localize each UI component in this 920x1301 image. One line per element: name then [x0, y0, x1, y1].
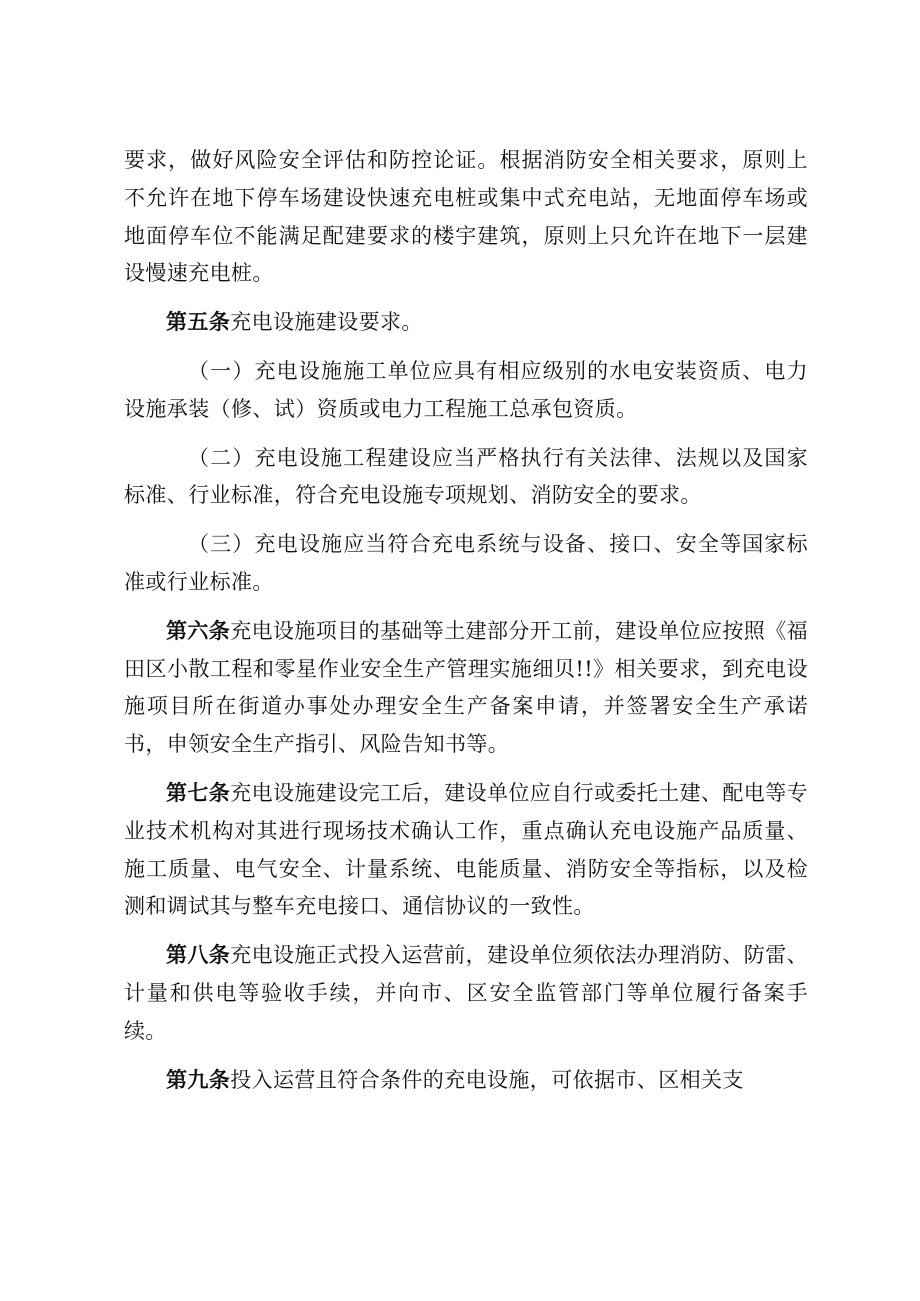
document-page	[124, 142, 808, 1099]
article-number: 第九条	[166, 1067, 231, 1092]
article-5-paragraph	[124, 304, 808, 342]
article-7-paragraph	[124, 775, 808, 926]
paragraph-text: （三）充电设施应当符合充电系统与设备、接口、安全等国家标准或行业标准。	[124, 532, 808, 594]
article-6-paragraph	[124, 613, 808, 764]
article-number: 第七条	[166, 780, 231, 805]
paragraph-text: 充电设施项目的基础等土建部分开工前，建设单位应按照《福田区小散工程和零星作业安全生产管理实施细贝!!》相关要求，到充电设施项目所在街道办事处办理安全生产备案申请，并签署安全生产承诺书，申领安全生产指引、风险告知书等。	[124, 618, 809, 757]
article-number: 第八条	[166, 943, 231, 968]
article-9-paragraph	[124, 1062, 808, 1100]
article-8-paragraph	[124, 937, 808, 1050]
clause-3-paragraph	[124, 526, 808, 602]
article-number: 第五条	[166, 310, 231, 335]
paragraph-text: 投入运营且符合条件的充电设施，可依据市、区相关支	[230, 1067, 744, 1092]
article-number: 第六条	[166, 618, 231, 643]
paragraph-text: （二）充电设施工程建设应当严格执行有关法律、法规以及国家标准、行业标准，符合充电设施专项规划、消防安全的要求。	[124, 445, 808, 508]
paragraph-text: 要求，做好风险安全评估和防控论证。根据消防安全相关要求，原则上不允许在地下停车场建设快速充电桩或集中式充电站，无地面停车场或地面停车位不能满足配建要求的楼宇建筑，原则上只允许在地下一层建设慢速充电桩。	[124, 148, 808, 286]
paragraph-text: （一）充电设施施工单位应具有相应级别的水电安装资质、电力设施承装（修、试）资质或电力工程施工总承包资质。	[124, 358, 808, 421]
paragraph-text: 充电设施建设要求。	[230, 310, 423, 335]
paragraph-continuation	[124, 142, 808, 293]
paragraph-text: 充电设施建设完工后，建设单位应自行或委托土建、配电等专业技术机构对其进行现场技术确认工作，重点确认充电设施产品质量、施工质量、电气安全、计量系统、电能质量、消防安全等指标，以及检测和调试其与整车充电接口、通信协议的一致性。	[124, 780, 809, 919]
clause-1-paragraph	[124, 353, 808, 429]
clause-2-paragraph	[124, 440, 808, 516]
paragraph-text: 充电设施正式投入运营前，建设单位须依法办理消防、防雷、计量和供电等验收手续，并向市、区安全监管部门等单位履行备案手续。	[124, 943, 809, 1043]
